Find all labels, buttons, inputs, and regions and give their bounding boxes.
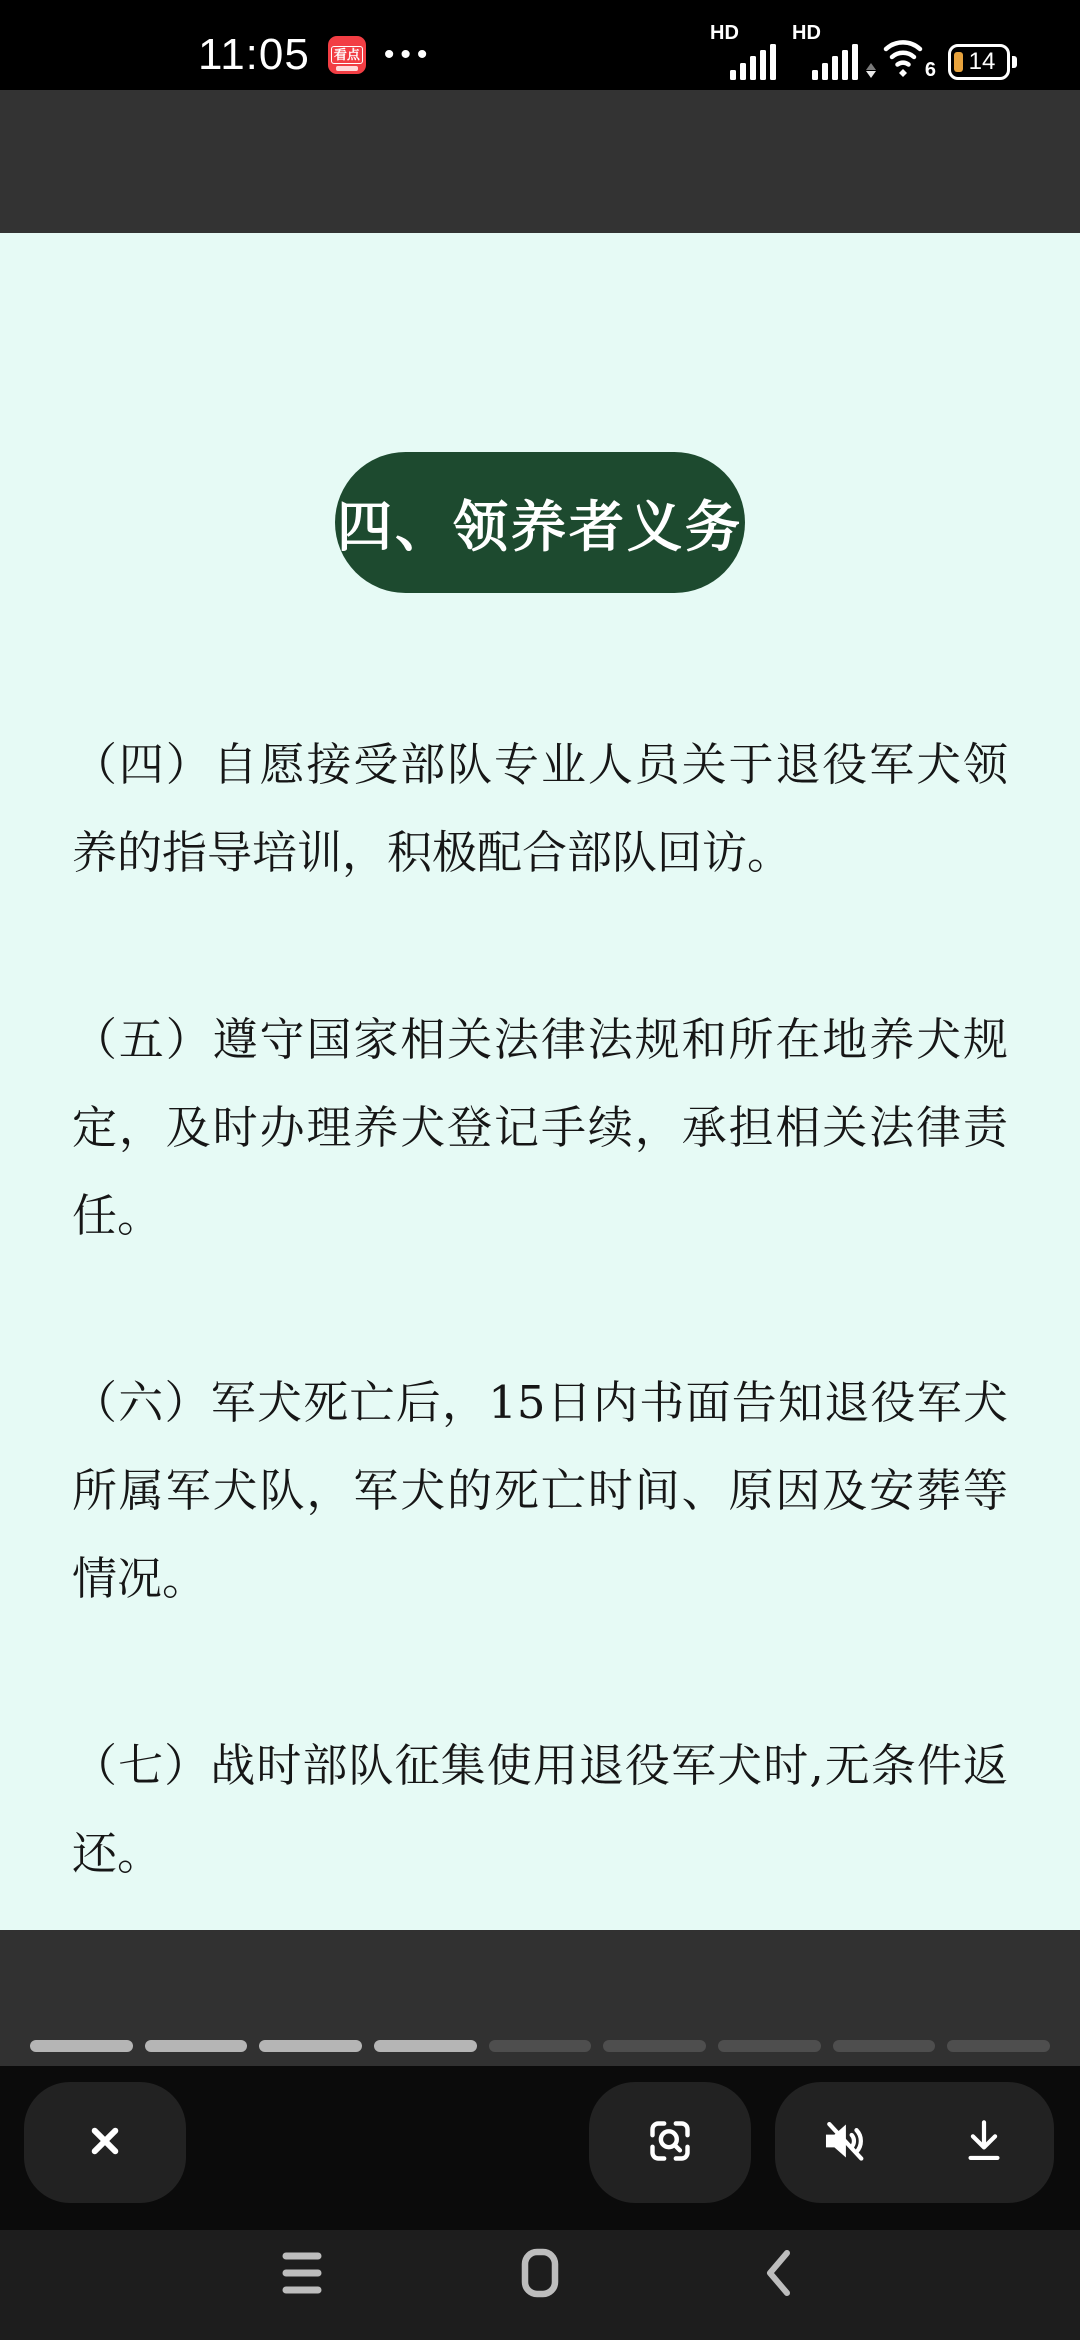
mute-icon	[816, 2112, 874, 2173]
paragraph-6: （六）军犬死亡后，15日内书面告知退役军犬所属军犬队，军犬的死亡时间、原因及安葬等情况。	[72, 1376, 1008, 1605]
video-letterbox-top	[0, 90, 1080, 233]
battery-icon	[948, 44, 1010, 80]
paragraph-4: （四）自愿接受部队专业人员关于退役军犬领养的指导培训，积极配合部队回访。	[72, 738, 1008, 879]
battery-percent: 14	[968, 48, 996, 75]
mute-button[interactable]	[775, 2082, 915, 2203]
recents-menu-button[interactable]	[278, 2250, 326, 2298]
progress-dash	[718, 2040, 821, 2052]
progress-dash	[603, 2040, 706, 2052]
document-paragraphs	[0, 721, 1080, 1898]
status-bar	[0, 0, 1080, 90]
data-up-arrow-icon	[866, 63, 876, 70]
status-left-cluster	[198, 30, 433, 80]
download-icon	[956, 2113, 1012, 2172]
section-title-badge: 四、领养者义务	[335, 452, 745, 593]
paragraph-7: （七）战时部队征集使用退役军犬时,无条件返还。	[72, 1739, 1008, 1880]
progress-dash	[489, 2040, 592, 2052]
clock: 11:05	[198, 30, 310, 79]
progress-dash	[947, 2040, 1050, 2052]
image-search-button[interactable]	[589, 2082, 751, 2203]
paragraph-5: （五）遵守国家相关法律法规和所在地养犬规定，及时办理养犬登记手续，承担相关法律责任。	[72, 1013, 1008, 1242]
wifi-icon	[874, 28, 936, 81]
android-nav-bar	[0, 2230, 1080, 2340]
signal-sim1-icon: HD	[710, 22, 776, 80]
back-button[interactable]	[754, 2250, 802, 2298]
progress-dash	[374, 2040, 477, 2052]
menu-icon	[282, 2249, 322, 2300]
back-icon	[760, 2248, 796, 2301]
signal-sim2-icon: HD	[792, 22, 858, 80]
app-icon-ribbon	[336, 66, 358, 71]
battery-level-fill	[954, 52, 963, 72]
close-button[interactable]	[24, 2082, 186, 2203]
ellipsis-icon: •••	[383, 38, 434, 71]
image-search-icon	[642, 2113, 698, 2172]
close-icon	[79, 2115, 131, 2170]
progress-dash	[833, 2040, 936, 2052]
download-button[interactable]	[915, 2082, 1055, 2203]
home-icon	[520, 2248, 560, 2301]
kandian-app-icon: 看点	[328, 36, 366, 74]
mute-download-group	[775, 2082, 1054, 2203]
status-right-cluster	[710, 22, 1010, 80]
progress-dash	[145, 2040, 248, 2052]
progress-bar[interactable]	[0, 1930, 1080, 2066]
video-content-area[interactable]	[0, 233, 1080, 1930]
progress-dash	[259, 2040, 362, 2052]
wifi6-label: 6	[924, 59, 936, 81]
home-button[interactable]	[516, 2250, 564, 2298]
data-down-arrow-icon	[866, 71, 876, 78]
progress-dash	[30, 2040, 133, 2052]
player-toolbar	[0, 2066, 1080, 2230]
